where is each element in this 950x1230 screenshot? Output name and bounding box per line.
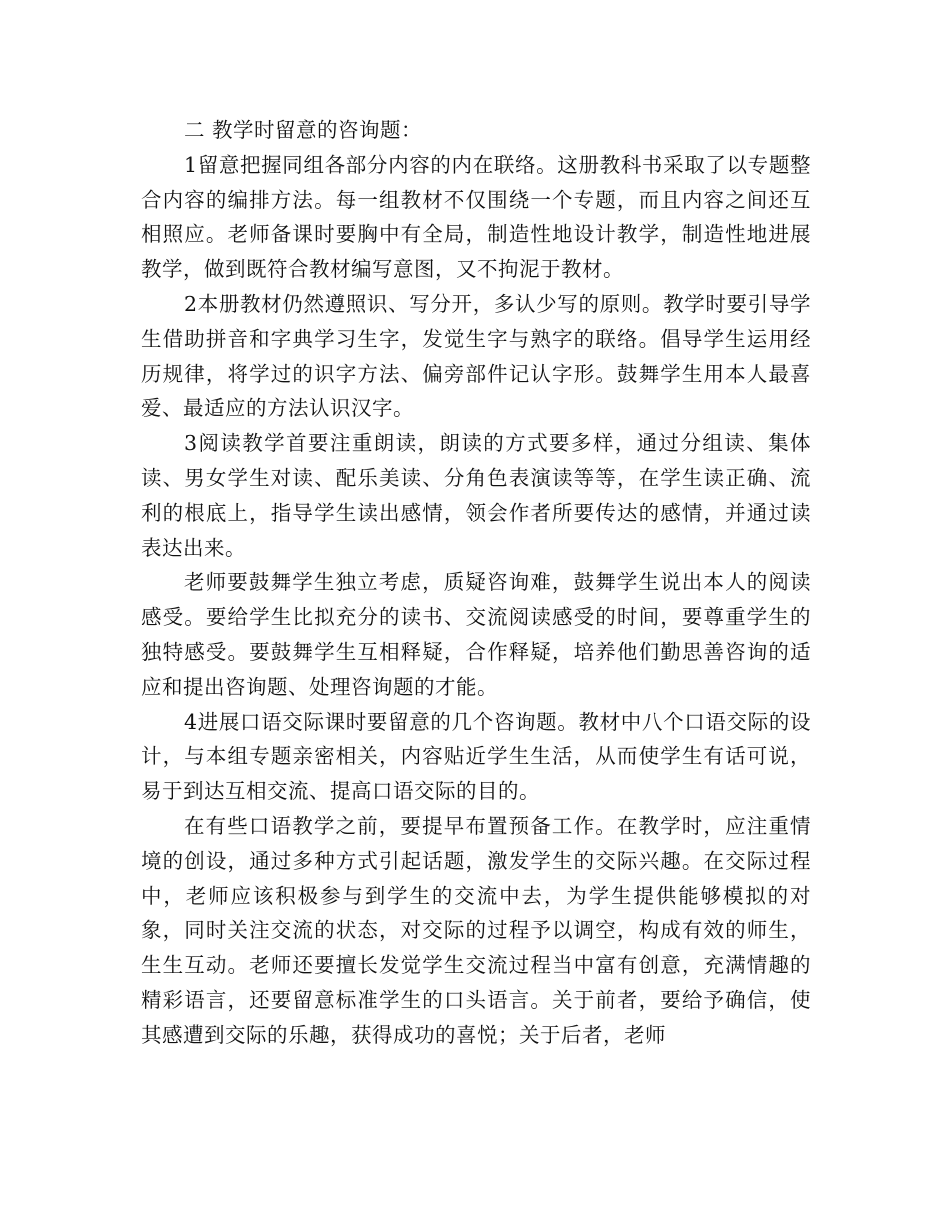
paragraph-4: 老师要鼓舞学生独立考虑，质疑咨询难，鼓舞学生说出本人的阅读感受。要给学生比拟充分的读书、交流阅读感受的时间，要尊重学生的独特感受。要鼓舞学生互相释疑，合作释疑，培养他们勤思善咨询的适应和提出咨询题、处理咨询题的才能。 <box>141 570 811 699</box>
document-body <box>141 113 811 1053</box>
paragraph-5: 4进展口语交际课时要留意的几个咨询题。教材中八个口语交际的设计，与本组专题亲密相关，内容贴近学生生活，从而使学生有话可说，易于到达互相交流、提高口语交际的目的。 <box>141 709 811 804</box>
paragraph-3: 3阅读教学首要注重朗读，朗读的方式要多样，通过分组读、集体读、男女学生对读、配乐美读、分角色表演读等等，在学生读正确、流利的根底上，指导学生读出感情，领会作者所要传达的感情，并通过读表达出来。 <box>141 431 811 560</box>
paragraph-2: 2本册教材仍然遵照识、写分开，多认少写的原则。教学时要引导学生借助拼音和字典学习生字，发觉生字与熟字的联络。倡导学生运用经历规律，将学过的识字方法、偏旁部件记认字形。鼓舞学生用本人最喜爱、最适应的方法认识汉字。 <box>141 291 811 421</box>
section-heading: 二 教学时留意的咨询题： <box>184 118 423 142</box>
paragraph-1: 1留意把握同组各部分内容的内在联络。这册教科书采取了以专题整合内容的编排方法。每一组教材不仅围绕一个专题，而且内容之间还互相照应。老师备课时要胸中有全局，制造性地设计教学，制造性地进展教学，做到既符合教材编写意图，又不拘泥于教材。 <box>141 152 811 282</box>
paragraph-6: 在有些口语教学之前，要提早布置预备工作。在教学时，应注重情境的创设，通过多种方式引起话题，激发学生的交际兴趣。在交际过程中，老师应该积极参与到学生的交流中去，为学生提供能够模拟的对象，同时关注交流的状态，对交际的过程予以调空，构成有效的师生，生生互动。老师还要擅长发觉学生交流过程当中富有创意，充满情趣的精彩语言，还要留意标准学生的口头语言。关于前者，要给予确信，使其感遭到交际的乐趣，获得成功的喜悦；关于后者，老师 <box>141 813 811 1047</box>
